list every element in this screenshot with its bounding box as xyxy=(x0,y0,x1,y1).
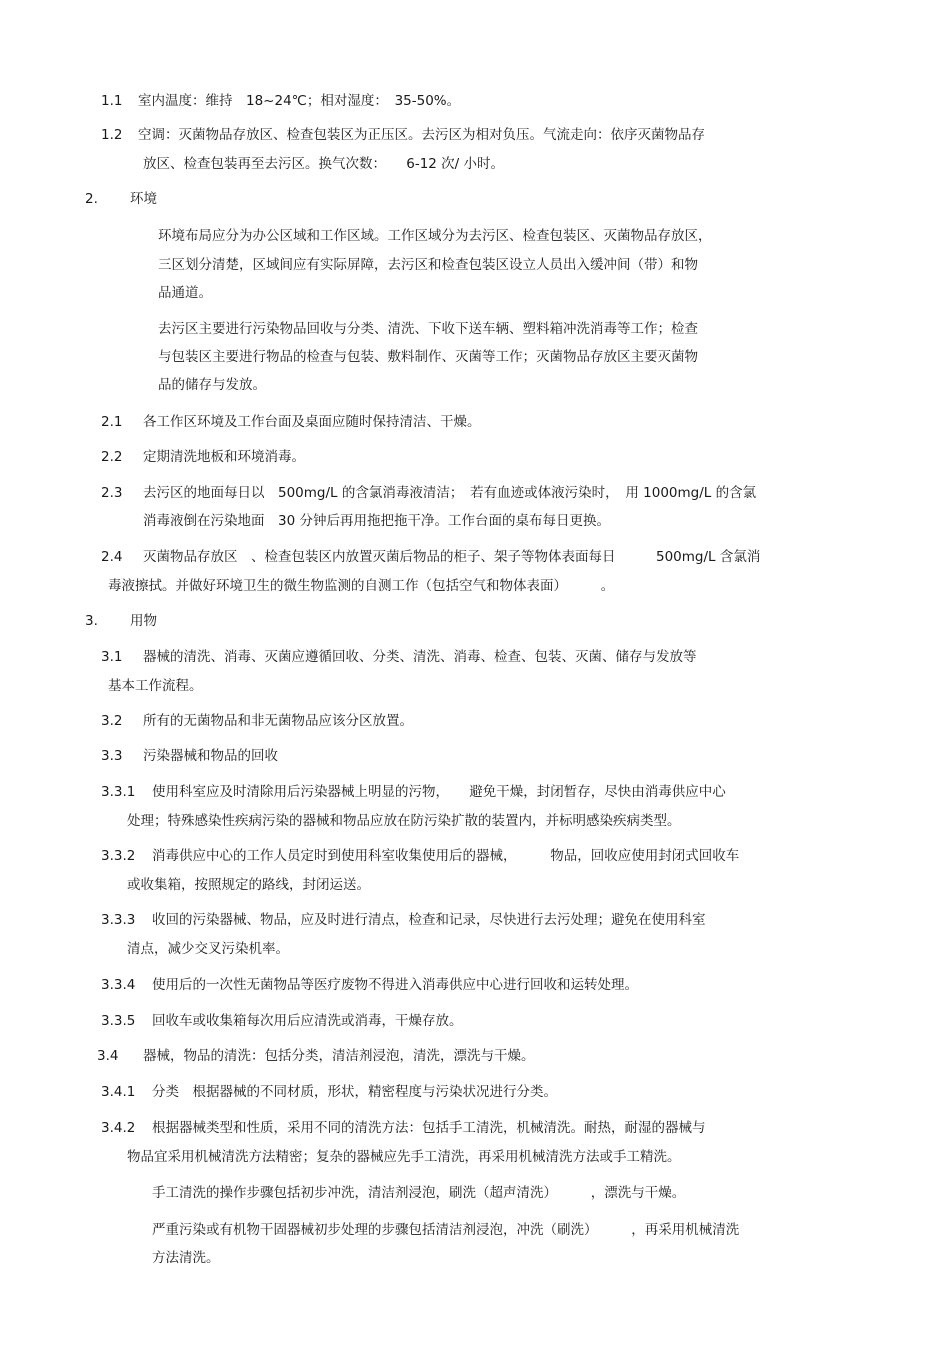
item-number: 2.2 xyxy=(101,449,123,465)
paragraph-line: 使用科室应及时清除用后污染器械上明显的污物， 避免干燥，封闭暂存，尽快由消毒供应中心 xyxy=(152,784,726,800)
paragraph-line: 消毒供应中心的工作人员定时到使用科室收集使用后的器械， 物品，回收应使用封闭式回收车 xyxy=(152,848,740,864)
item-number: 2.1 xyxy=(101,414,123,430)
paragraph-line: 定期清洗地板和环境消毒。 xyxy=(143,449,305,465)
paragraph-line: 根据器械类型和性质，采用不同的清洗方法：包括手工清洗，机械清洗。耐热，耐湿的器械与 xyxy=(152,1120,706,1136)
paragraph-line: 严重污染或有机物干固器械初步处理的步骤包括清洁剂浸泡，冲洗（刷洗） ，再采用机械清洗 xyxy=(152,1222,740,1238)
paragraph-line: 空调：灭菌物品存放区、检查包装区为正压区。去污区为相对负压。气流走向：依序灭菌物品存 xyxy=(138,127,705,143)
item-number: 3.3.4 xyxy=(101,977,136,993)
item-number: 3.3.1 xyxy=(101,784,136,800)
paragraph-line: 毒液擦拭。并做好环境卫生的微生物监测的自测工作（包括空气和物体表面） 。 xyxy=(108,578,615,594)
paragraph-line: 方法清洗。 xyxy=(152,1250,220,1266)
item-number: 3.4.2 xyxy=(101,1120,136,1136)
item-number: 3.2 xyxy=(101,713,123,729)
item-number: 3.3.2 xyxy=(101,848,136,864)
paragraph-line: 器械，物品的清洗：包括分类，清洁剂浸泡，清洗，漂洗与干燥。 xyxy=(143,1048,535,1064)
paragraph-line: 品通道。 xyxy=(158,285,212,301)
paragraph-line: 污染器械和物品的回收 xyxy=(143,748,278,764)
paragraph-line: 基本工作流程。 xyxy=(108,678,203,694)
paragraph-line: 与包装区主要进行物品的检查与包装、敷料制作、灭菌等工作；灭菌物品存放区主要灭菌物 xyxy=(158,349,698,365)
paragraph-line: 分类 根据器械的不同材质，形状，精密程度与污染状况进行分类。 xyxy=(152,1084,557,1100)
item-number: 2.4 xyxy=(101,549,123,565)
paragraph-line: 收回的污染器械、物品，应及时进行清点，检查和记录，尽快进行去污处理；避免在使用科室 xyxy=(152,912,706,928)
paragraph-line: 去污区主要进行污染物品回收与分类、清洗、下收下送车辆、塑料箱冲洗消毒等工作；检查 xyxy=(158,321,698,337)
paragraph-line: 使用后的一次性无菌物品等医疗废物不得进入消毒供应中心进行回收和运转处理。 xyxy=(152,977,638,993)
paragraph-line: 品的储存与发放。 xyxy=(158,377,266,393)
section-number: 2. xyxy=(85,191,98,207)
paragraph-line: 手工清洗的操作步骤包括初步冲洗，清洁剂浸泡，刷洗（超声清洗） ，漂洗与干燥。 xyxy=(152,1185,686,1201)
paragraph-line: 各工作区环境及工作台面及桌面应随时保持清洁、干燥。 xyxy=(143,414,481,430)
paragraph-line: 环境布局应分为办公区域和工作区域。工作区域分为去污区、检查包装区、灭菌物品存放区， xyxy=(158,228,712,244)
item-number: 3.1 xyxy=(101,649,123,665)
item-number: 3.3 xyxy=(101,748,123,764)
paragraph-line: 消毒液倒在污染地面 30 分钟后再用拖把拖干净。工作台面的桌布每日更换。 xyxy=(143,513,610,529)
item-number: 1.2 xyxy=(101,127,123,143)
paragraph-line: 处理；特殊感染性疾病污染的器械和物品应放在防污染扩散的装置内，并标明感染疾病类型。 xyxy=(127,813,681,829)
paragraph-line: 室内温度：维持 18~24℃；相对湿度： 35-50%。 xyxy=(138,93,461,109)
section-heading: 用物 xyxy=(130,613,157,629)
section-number: 3. xyxy=(85,613,98,629)
item-number: 3.4 xyxy=(97,1048,119,1064)
paragraph-line: 三区划分清楚，区域间应有实际屏障，去污区和检查包装区设立人员出入缓冲间（带）和物 xyxy=(158,257,698,273)
paragraph-line: 或收集箱，按照规定的路线，封闭运送。 xyxy=(127,877,370,893)
paragraph-line: 清点，减少交叉污染机率。 xyxy=(127,941,289,957)
paragraph-line: 放区、检查包装再至去污区。换气次数： 6-12 次/ 小时。 xyxy=(143,156,505,172)
item-number: 1.1 xyxy=(101,93,123,109)
paragraph-line: 器械的清洗、消毒、灭菌应遵循回收、分类、清洗、消毒、检查、包装、灭菌、储存与发放等 xyxy=(143,649,697,665)
paragraph-line: 灭菌物品存放区 、检查包装区内放置灭菌后物品的柜子、架子等物体表面每日 500mg/L 含氯消 xyxy=(143,549,761,565)
paragraph-line: 所有的无菌物品和非无菌物品应该分区放置。 xyxy=(143,713,413,729)
item-number: 2.3 xyxy=(101,485,123,501)
paragraph-line: 物品宜采用机械清洗方法精密；复杂的器械应先手工清洗，再采用机械清洗方法或手工精洗。 xyxy=(127,1149,681,1165)
item-number: 3.3.3 xyxy=(101,912,136,928)
item-number: 3.4.1 xyxy=(101,1084,136,1100)
item-number: 3.3.5 xyxy=(101,1013,136,1029)
section-heading: 环境 xyxy=(130,191,157,207)
paragraph-line: 去污区的地面每日以 500mg/L 的含氯消毒液清洁； 若有血迹或体液污染时， 用 1000mg/L 的含氯 xyxy=(143,485,757,501)
paragraph-line: 回收车或收集箱每次用后应清洗或消毒，干燥存放。 xyxy=(152,1013,463,1029)
